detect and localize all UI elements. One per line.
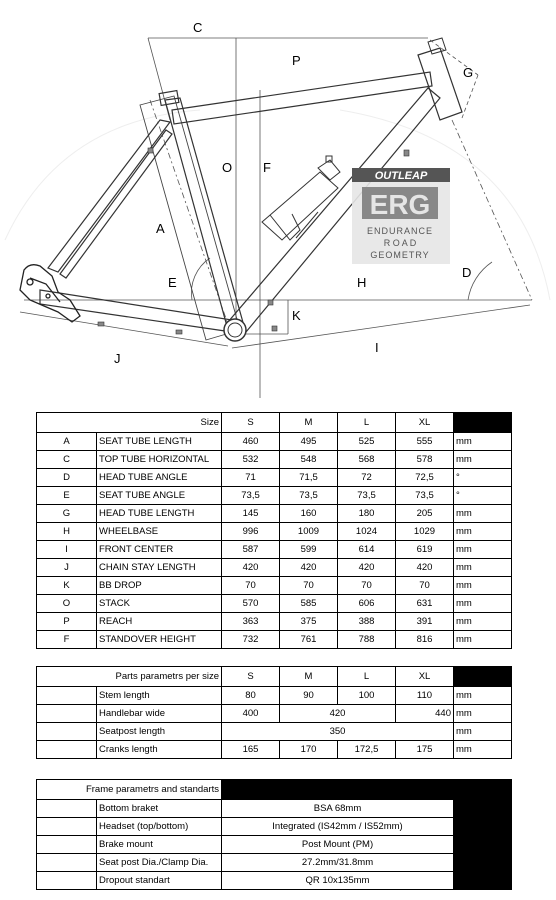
- row-unit: mm: [454, 433, 512, 451]
- handlebar-unit: mm: [454, 705, 512, 723]
- cranks-s: 165: [222, 741, 280, 759]
- row-value-l: 614: [338, 541, 396, 559]
- row-value-m: 599: [280, 541, 338, 559]
- row-value-l: 180: [338, 505, 396, 523]
- parts-size-s: S: [222, 667, 280, 687]
- water-bottle-icon: [262, 156, 340, 240]
- stem-label: Stem length: [97, 687, 222, 705]
- parts-size-xl: XL: [396, 667, 454, 687]
- frame-header-label: Frame parametrs and standarts: [37, 780, 222, 800]
- row-value-s: 145: [222, 505, 280, 523]
- empty-cell: [37, 800, 97, 818]
- row-code: A: [37, 433, 97, 451]
- handlebar-label: Handlebar wide: [97, 705, 222, 723]
- row-unit: mm: [454, 559, 512, 577]
- row-value-xl: 420: [396, 559, 454, 577]
- logo-line-2: R O A D: [383, 238, 417, 248]
- black-cell: [454, 836, 512, 854]
- table-row: [37, 559, 512, 577]
- row-value-l: 568: [338, 451, 396, 469]
- black-cell: [454, 872, 512, 890]
- cranks-m: 170: [280, 741, 338, 759]
- frame-geometry-diagram: [0, 0, 556, 400]
- black-cell: [454, 854, 512, 872]
- row-name: SEAT TUBE LENGTH: [97, 433, 222, 451]
- row-value-s: 363: [222, 613, 280, 631]
- row-value-l: 70: [338, 577, 396, 595]
- row-unit: mm: [454, 451, 512, 469]
- row-value-s: 70: [222, 577, 280, 595]
- size-header-label: Size: [37, 413, 222, 433]
- row-value-s: 71: [222, 469, 280, 487]
- row-value-s: 460: [222, 433, 280, 451]
- label-O: O: [222, 160, 233, 175]
- row-value-s: 996: [222, 523, 280, 541]
- table-row: [37, 836, 512, 854]
- row-value-xl: 631: [396, 595, 454, 613]
- row-name: SEAT TUBE ANGLE: [97, 487, 222, 505]
- row-value-xl: 205: [396, 505, 454, 523]
- row-unit: mm: [454, 505, 512, 523]
- stem-m: 90: [280, 687, 338, 705]
- row-unit: mm: [454, 523, 512, 541]
- row-value-m: 375: [280, 613, 338, 631]
- row-unit: mm: [454, 577, 512, 595]
- row-code: K: [37, 577, 97, 595]
- label-I: I: [375, 340, 379, 355]
- frame-param-value: Post Mount (PM): [222, 836, 454, 854]
- label-D: D: [462, 265, 472, 280]
- black-cell: [454, 800, 512, 818]
- table-row: [37, 705, 512, 723]
- row-value-s: 732: [222, 631, 280, 649]
- row-value-s: 73,5: [222, 487, 280, 505]
- stem-s: 80: [222, 687, 280, 705]
- parts-table: [36, 666, 512, 759]
- empty-cell: [37, 854, 97, 872]
- header-black-cell: [454, 413, 512, 433]
- size-header-m: M: [280, 413, 338, 433]
- empty-cell: [37, 836, 97, 854]
- row-code: P: [37, 613, 97, 631]
- row-value-l: 73,5: [338, 487, 396, 505]
- table-row: [37, 818, 512, 836]
- empty-cell: [37, 723, 97, 741]
- row-value-xl: 578: [396, 451, 454, 469]
- row-code: G: [37, 505, 97, 523]
- label-C: C: [193, 20, 203, 35]
- logo-brand: OUTLEAP: [374, 170, 428, 182]
- row-value-m: 761: [280, 631, 338, 649]
- table-row: [37, 541, 512, 559]
- row-value-l: 1024: [338, 523, 396, 541]
- table-row: [37, 800, 512, 818]
- row-value-xl: 70: [396, 577, 454, 595]
- logo-model: ERG: [369, 189, 431, 220]
- row-value-xl: 391: [396, 613, 454, 631]
- row-value-xl: 72,5: [396, 469, 454, 487]
- row-value-s: 570: [222, 595, 280, 613]
- row-value-m: 548: [280, 451, 338, 469]
- table-row: [37, 723, 512, 741]
- table-row: [37, 687, 512, 705]
- frame-header-black-cell: [222, 780, 512, 800]
- geometry-header-row: [37, 413, 512, 433]
- frame-header-row: [37, 780, 512, 800]
- row-name: TOP TUBE HORIZONTAL: [97, 451, 222, 469]
- table-row: [37, 451, 512, 469]
- table-row: [37, 872, 512, 890]
- row-unit: °: [454, 469, 512, 487]
- seatpost-unit: mm: [454, 723, 512, 741]
- row-value-m: 160: [280, 505, 338, 523]
- empty-cell: [37, 818, 97, 836]
- size-header-xl: XL: [396, 413, 454, 433]
- label-K: K: [292, 308, 301, 323]
- logo-line-3: GEOMETRY: [370, 250, 430, 260]
- frame-param-value: QR 10x135mm: [222, 872, 454, 890]
- row-unit: °: [454, 487, 512, 505]
- seatpost-label: Seatpost length: [97, 723, 222, 741]
- empty-cell: [37, 705, 97, 723]
- row-name: HEAD TUBE ANGLE: [97, 469, 222, 487]
- geometry-table: [36, 412, 512, 649]
- handlebar-xl: 440: [396, 705, 454, 723]
- row-name: WHEELBASE: [97, 523, 222, 541]
- cranks-unit: mm: [454, 741, 512, 759]
- table-row: [37, 595, 512, 613]
- row-name: CHAIN STAY LENGTH: [97, 559, 222, 577]
- table-row: [37, 487, 512, 505]
- stem-l: 100: [338, 687, 396, 705]
- frame-param-name: Dropout standart: [97, 872, 222, 890]
- row-value-m: 70: [280, 577, 338, 595]
- frame-param-name: Bottom braket: [97, 800, 222, 818]
- empty-cell: [37, 741, 97, 759]
- row-value-xl: 816: [396, 631, 454, 649]
- row-value-l: 72: [338, 469, 396, 487]
- row-name: STANDOVER HEIGHT: [97, 631, 222, 649]
- empty-cell: [37, 872, 97, 890]
- table-row: [37, 433, 512, 451]
- row-name: BB DROP: [97, 577, 222, 595]
- parts-size-m: M: [280, 667, 338, 687]
- table-row: [37, 469, 512, 487]
- frame-table: [36, 779, 512, 890]
- row-value-m: 71,5: [280, 469, 338, 487]
- table-row: [37, 523, 512, 541]
- frame-param-value: 27.2mm/31.8mm: [222, 854, 454, 872]
- row-value-s: 420: [222, 559, 280, 577]
- row-value-l: 606: [338, 595, 396, 613]
- table-row: [37, 741, 512, 759]
- empty-cell: [37, 687, 97, 705]
- row-unit: mm: [454, 631, 512, 649]
- label-G: G: [463, 65, 474, 80]
- frame-param-name: Brake mount: [97, 836, 222, 854]
- row-value-m: 1009: [280, 523, 338, 541]
- row-code: C: [37, 451, 97, 469]
- table-row: [37, 505, 512, 523]
- seatpost-value: 350: [222, 723, 454, 741]
- row-value-m: 585: [280, 595, 338, 613]
- row-unit: mm: [454, 541, 512, 559]
- parts-header-black-cell: [454, 667, 512, 687]
- row-value-xl: 619: [396, 541, 454, 559]
- row-value-xl: 73,5: [396, 487, 454, 505]
- cranks-xl: 175: [396, 741, 454, 759]
- cranks-label: Cranks length: [97, 741, 222, 759]
- label-F: F: [263, 160, 271, 175]
- row-value-xl: 1029: [396, 523, 454, 541]
- parts-header-row: [37, 667, 512, 687]
- row-value-m: 495: [280, 433, 338, 451]
- table-row: [37, 854, 512, 872]
- label-P: P: [292, 53, 301, 68]
- table-row: [37, 577, 512, 595]
- size-header-s: S: [222, 413, 280, 433]
- stem-unit: mm: [454, 687, 512, 705]
- logo-line-1: ENDURANCE: [366, 226, 434, 236]
- frame-param-name: Seat post Dia./Clamp Dia.: [97, 854, 222, 872]
- table-row: [37, 613, 512, 631]
- row-code: D: [37, 469, 97, 487]
- frame-param-name: Headset (top/bottom): [97, 818, 222, 836]
- row-code: J: [37, 559, 97, 577]
- size-header-l: L: [338, 413, 396, 433]
- parts-header-label: Parts parametrs per size: [37, 667, 222, 687]
- row-value-m: 73,5: [280, 487, 338, 505]
- row-code: E: [37, 487, 97, 505]
- row-name: STACK: [97, 595, 222, 613]
- row-code: H: [37, 523, 97, 541]
- handlebar-s: 400: [222, 705, 280, 723]
- row-value-l: 788: [338, 631, 396, 649]
- label-H: H: [357, 275, 367, 290]
- black-cell: [454, 818, 512, 836]
- row-name: FRONT CENTER: [97, 541, 222, 559]
- row-value-l: 388: [338, 613, 396, 631]
- row-name: REACH: [97, 613, 222, 631]
- stem-xl: 110: [396, 687, 454, 705]
- row-unit: mm: [454, 595, 512, 613]
- erg-logo: [352, 168, 450, 264]
- bottom-bracket: [224, 319, 246, 341]
- row-value-m: 420: [280, 559, 338, 577]
- frame-param-value: Integrated (IS42mm / IS52mm): [222, 818, 454, 836]
- row-value-l: 420: [338, 559, 396, 577]
- row-name: HEAD TUBE LENGTH: [97, 505, 222, 523]
- handlebar-m-l: 420: [280, 705, 396, 723]
- table-row: [37, 631, 512, 649]
- row-unit: mm: [454, 613, 512, 631]
- label-A: A: [156, 221, 165, 236]
- row-code: F: [37, 631, 97, 649]
- row-value-s: 532: [222, 451, 280, 469]
- label-J: J: [114, 351, 121, 366]
- frame-param-value: BSA 68mm: [222, 800, 454, 818]
- row-value-s: 587: [222, 541, 280, 559]
- row-code: O: [37, 595, 97, 613]
- row-code: I: [37, 541, 97, 559]
- row-value-xl: 555: [396, 433, 454, 451]
- row-value-l: 525: [338, 433, 396, 451]
- parts-size-l: L: [338, 667, 396, 687]
- cranks-l: 172,5: [338, 741, 396, 759]
- label-E: E: [168, 275, 177, 290]
